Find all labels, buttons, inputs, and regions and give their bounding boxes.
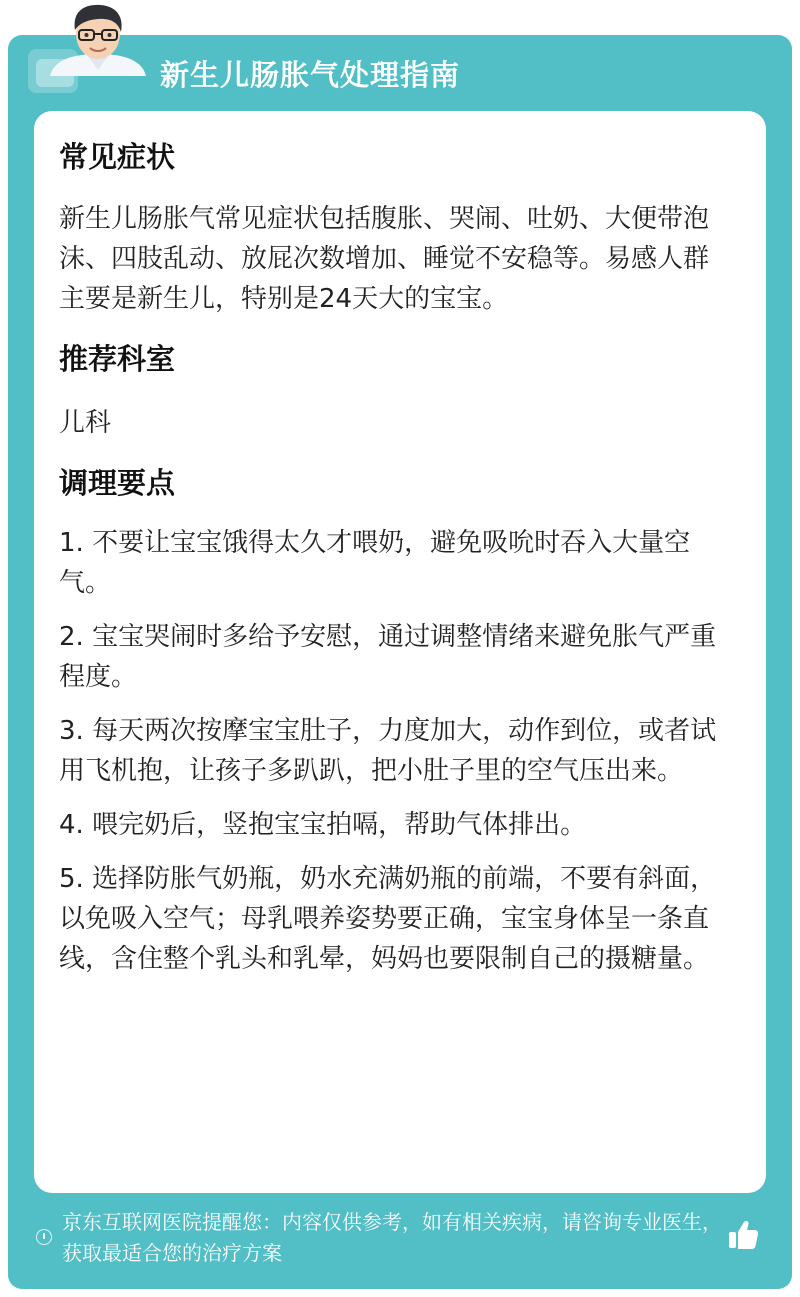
- thumbs-up-icon[interactable]: [726, 1218, 760, 1252]
- care-tip-item: 3. 每天两次按摩宝宝肚子，力度加大，动作到位，或者试用飞机抱，让孩子多趴趴，把小肚子里的空气压出来。: [59, 716, 717, 786]
- doctor-avatar: [42, 0, 154, 76]
- care-tip-item: 4. 喂完奶后，竖抱宝宝拍嗝，帮助气体排出。: [59, 810, 587, 840]
- content-body: [59, 137, 725, 993]
- symptoms-text: 新生儿肠胀气常见症状包括腹胀、哭闹、吐奶、大便带泡沫、四肢乱动、放屁次数增加、睡觉不安稳等。易感人群主要是新生儿，特别是24天大的宝宝。: [59, 204, 710, 314]
- info-icon: [36, 1229, 52, 1245]
- department-text: 儿科: [59, 408, 112, 438]
- disclaimer-text: 京东互联网医院提醒您：内容仅供参考，如有相关疾病，请咨询专业医生，获取最适合您的治疗方案: [62, 1210, 722, 1265]
- department-title: 推荐科室: [59, 342, 176, 376]
- content-card: [34, 111, 766, 1193]
- page-title: 新生儿肠胀气处理指南: [160, 58, 461, 92]
- care-tip-item: 5. 选择防胀气奶瓶，奶水充满奶瓶的前端，不要有斜面，以免吸入空气；母乳喂养姿势要正确，宝宝身体呈一条直线，含住整个乳头和乳晕，妈妈也要限制自己的摄糖量。: [59, 864, 717, 974]
- care-tips-list: [59, 523, 725, 979]
- care-tip-item: 2. 宝宝哭闹时多给予安慰，通过调整情绪来避免胀气严重程度。: [59, 622, 717, 692]
- symptoms-title: 常见症状: [59, 140, 176, 174]
- care-title: 调理要点: [59, 466, 176, 500]
- care-tip-item: 1. 不要让宝宝饿得太久才喂奶，避免吸吮时吞入大量空气。: [59, 528, 691, 598]
